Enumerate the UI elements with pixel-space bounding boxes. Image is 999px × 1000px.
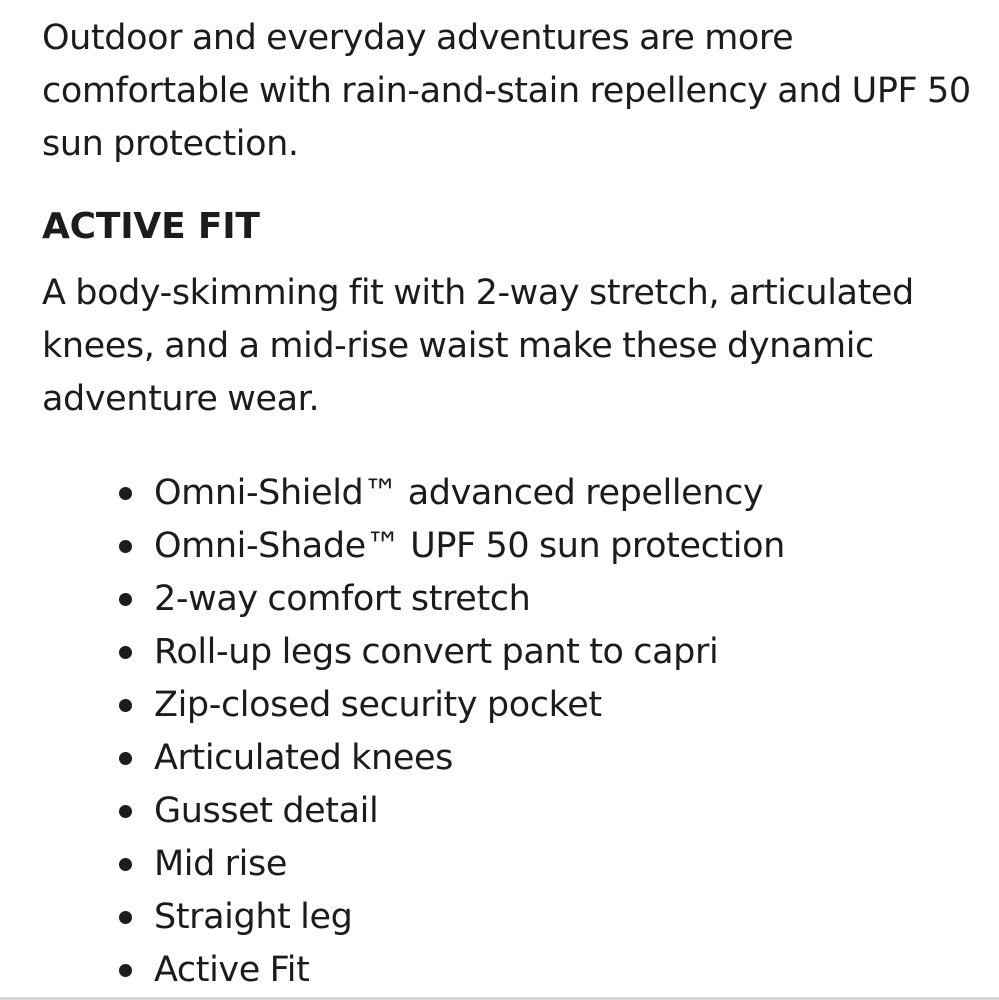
product-description [42, 12, 972, 997]
bullet-icon [119, 646, 132, 659]
feature-list-item [116, 679, 972, 732]
bullet-icon [119, 487, 132, 500]
feature-list-item [116, 944, 972, 997]
bullet-icon [119, 593, 132, 606]
feature-list-item [116, 467, 972, 520]
bullet-icon [119, 964, 132, 977]
feature-text: Straight leg [154, 897, 353, 937]
feature-list-item [116, 520, 972, 573]
bullet-icon [119, 699, 132, 712]
feature-list-item [116, 732, 972, 785]
bullet-icon [119, 752, 132, 765]
bullet-icon [119, 540, 132, 553]
intro-paragraph: Outdoor and everyday adventures are more comfortable with rain-and-stain repellency and UPF 50 sun protection. [42, 18, 971, 164]
feature-list-item [116, 891, 972, 944]
feature-list-item [116, 785, 972, 838]
bullet-icon [119, 805, 132, 818]
feature-text: Gusset detail [154, 791, 379, 831]
feature-list-item [116, 838, 972, 891]
feature-list-item [116, 626, 972, 679]
bullet-icon [119, 858, 132, 871]
feature-text: Active Fit [154, 950, 310, 990]
fit-heading: ACTIVE FIT [42, 206, 260, 247]
feature-text: Roll-up legs convert pant to capri [154, 632, 719, 672]
fit-description: A body-skimming fit with 2-way stretch, articulated knees, and a mid-rise waist make these dynamic adventure wear. [42, 273, 914, 419]
feature-text: Zip-closed security pocket [154, 685, 602, 725]
bullet-icon [119, 911, 132, 924]
feature-text: Omni-Shade™ UPF 50 sun protection [154, 526, 785, 566]
feature-text: Omni-Shield™ advanced repellency [154, 473, 764, 513]
feature-text: Articulated knees [154, 738, 453, 778]
feature-list-item [116, 573, 972, 626]
feature-text: Mid rise [154, 844, 287, 884]
feature-list [42, 467, 972, 997]
feature-text: 2-way comfort stretch [154, 579, 531, 619]
